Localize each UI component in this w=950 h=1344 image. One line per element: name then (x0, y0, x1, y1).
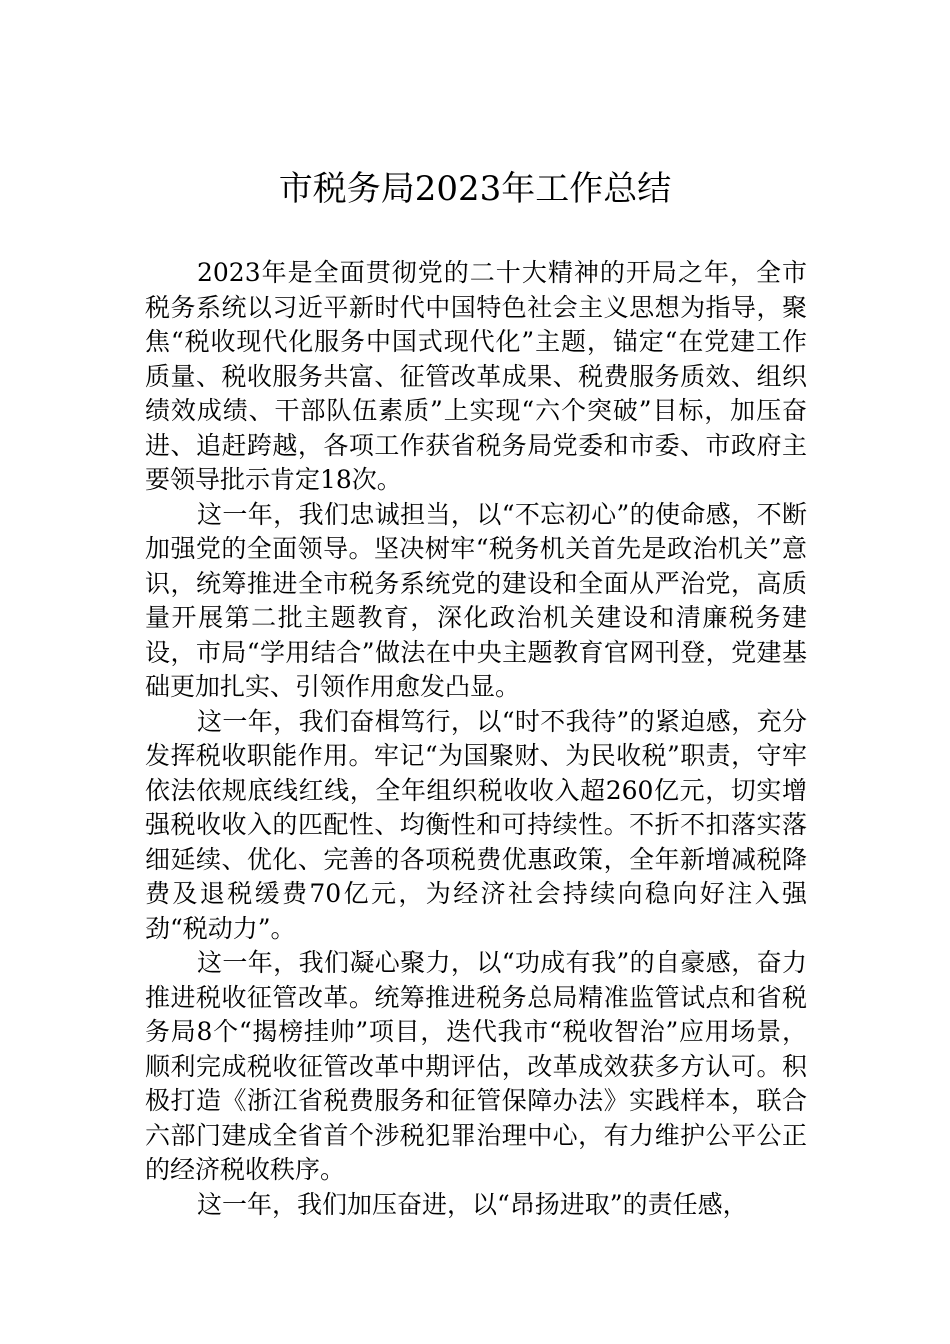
paragraph-tax-reform: 这一年，我们凝心聚力，以“功成有我”的自豪感，奋力推进税收征管改革。统筹推进税务总局精准监管试点和省税务局8个“揭榜挂帅”项目，迭代我市“税收智治”应用场景，顺利完成税收征管改革中期评估，改革成效获多方认可。积极打造《浙江省税费服务和征管保障办法》实践样本，联合六部门建成全省首个涉税犯罪治理中心，有力维护公平公正的经济税收秩序。 (145, 948, 807, 1184)
paragraph-tax-revenue: 这一年，我们奋楫笃行，以“时不我待”的紧迫感，充分发挥税收职能作用。牢记“为国聚财、为民收税”职责，守牢依法依规底线红线，全年组织税收收入超260亿元，切实增强税收收入的匹配性、均衡性和可持续性。不折不扣落实落细延续、优化、完善的各项税费优惠政策，全年新增减税降费及退税缓费70亿元，为经济社会持续向稳向好注入强劲“税动力”。 (145, 706, 807, 943)
paragraph-progress: 这一年，我们加压奋进，以“昂扬进取”的责任感， (197, 1189, 748, 1219)
document-body (145, 256, 807, 1222)
paragraph-party-building: 这一年，我们忠诚担当，以“不忘初心”的使命感，不断加强党的全面领导。坚决树牢“税务机关首先是政治机关”意识，统筹推进全市税务系统党的建设和全面从严治党，高质量开展第二批主题教育，深化政治机关建设和清廉税务建设，市局“学用结合”做法在中央主题教育官网刊登，党建基础更加扎实、引领作用愈发凸显。 (145, 499, 807, 701)
paragraph-intro: 2023年是全面贯彻党的二十大精神的开局之年，全市税务系统以习近平新时代中国特色社会主义思想为指导，聚焦“税收现代化服务中国式现代化”主题，锚定“在党建工作质量、税收服务共富、征管改革成果、税费服务质效、组织绩效成绩、干部队伍素质”上实现“六个突破”目标，加压奋进、追赶跨越，各项工作获省税务局党委和市委、市政府主要领导批示肯定18次。 (145, 258, 807, 494)
document-title: 市税务局2023年工作总结 (278, 169, 672, 209)
